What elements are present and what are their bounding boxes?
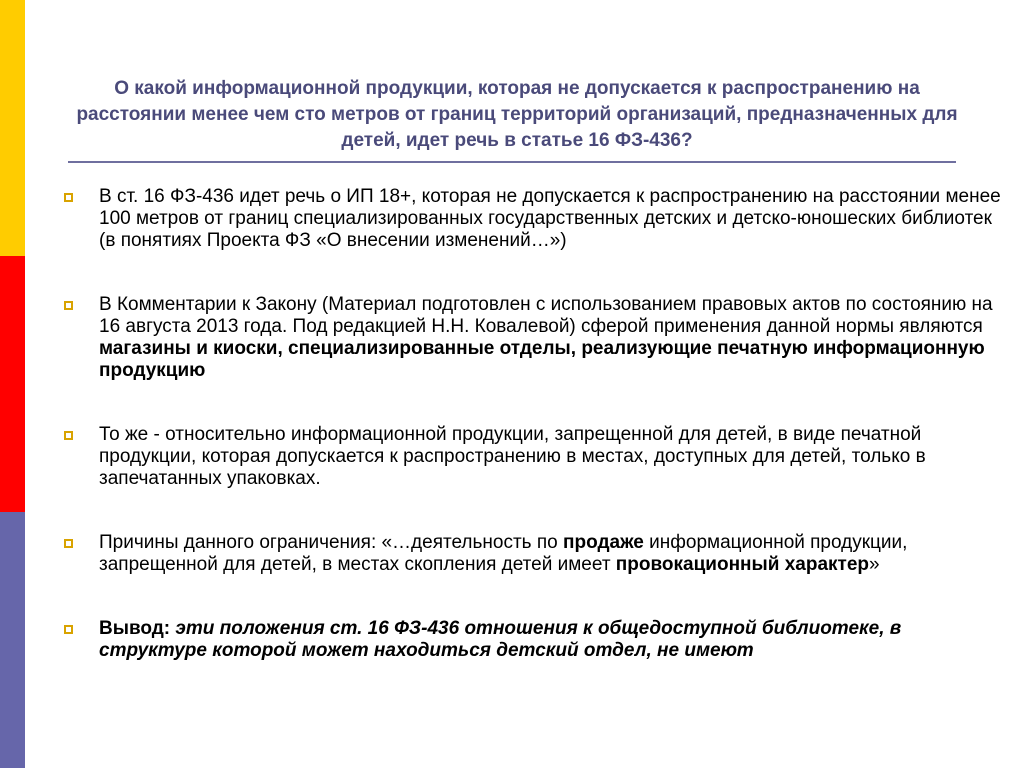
bullet-list [64,186,1004,662]
square-bullet-icon [64,539,73,548]
accent-stripe-yellow [0,0,25,256]
slide-title: О какой информационной продукции, которая не допускается к распространению на расстоянии менее чем сто метров от границ территорий организаций, предназначенных для детей, идет речь в статье 16 ФЗ-436? [76,78,958,151]
title-divider [68,161,956,163]
square-bullet-icon [64,301,73,310]
bullet-2-text-plain: В Комментарии к Закону (Материал подготовлен с использованием правовых актов по состоянию на 16 августа 2013 года. Под редакцией Н.Н. Ковалевой) сферой применения данной нормы являются [99,294,993,337]
bullet-4-text-a: Причины данного ограничения: «…деятельность по [99,532,563,553]
bullet-4-text-bold-provocative: провокационный характер [615,554,869,575]
bullet-2-text [99,294,1004,382]
bullet-1-text: В ст. 16 ФЗ-436 идет речь о ИП 18+, которая не допускается к распространению на расстоянии менее 100 метров от границ специализированных государственных детских и детско-юношеских библиотек (в понятиях Проекта ФЗ «О внесении изменений…») [99,186,1001,251]
bullet-item-1 [64,186,1004,252]
bullet-item-3 [64,424,1004,490]
bullet-4-text-e: » [869,554,880,575]
accent-stripe-blue [0,512,25,768]
square-bullet-icon [64,431,73,440]
bullet-item-2 [64,294,1004,382]
bullet-4-text-bold-sale: продаже [563,532,644,553]
square-bullet-icon [64,625,73,634]
conclusion-text: эти положения ст. 16 ФЗ-436 отношения к общедоступной библиотеке, в структуре которой может находиться детский отдел, не имеют [99,618,902,661]
bullet-item-5 [64,618,1004,662]
bullet-3-text: То же - относительно информационной продукции, запрещенной для детей, в виде печатной продукции, которая допускается к распространению в местах, доступных для детей, только в запечатанных упаковках. [99,424,926,489]
bullet-4-text [99,532,1004,576]
bullet-2-text-bold: магазины и киоски, специализированные отделы, реализующие печатную информационную продукцию [99,338,985,381]
accent-stripe-red [0,256,25,512]
square-bullet-icon [64,193,73,202]
conclusion-label: Вывод: [99,618,176,639]
bullet-4-text-c: информационной продукции, запрещенной для детей, в местах скопления детей имеет [99,532,908,575]
bullet-item-4 [64,532,1004,576]
bullet-5-text [99,618,1004,662]
